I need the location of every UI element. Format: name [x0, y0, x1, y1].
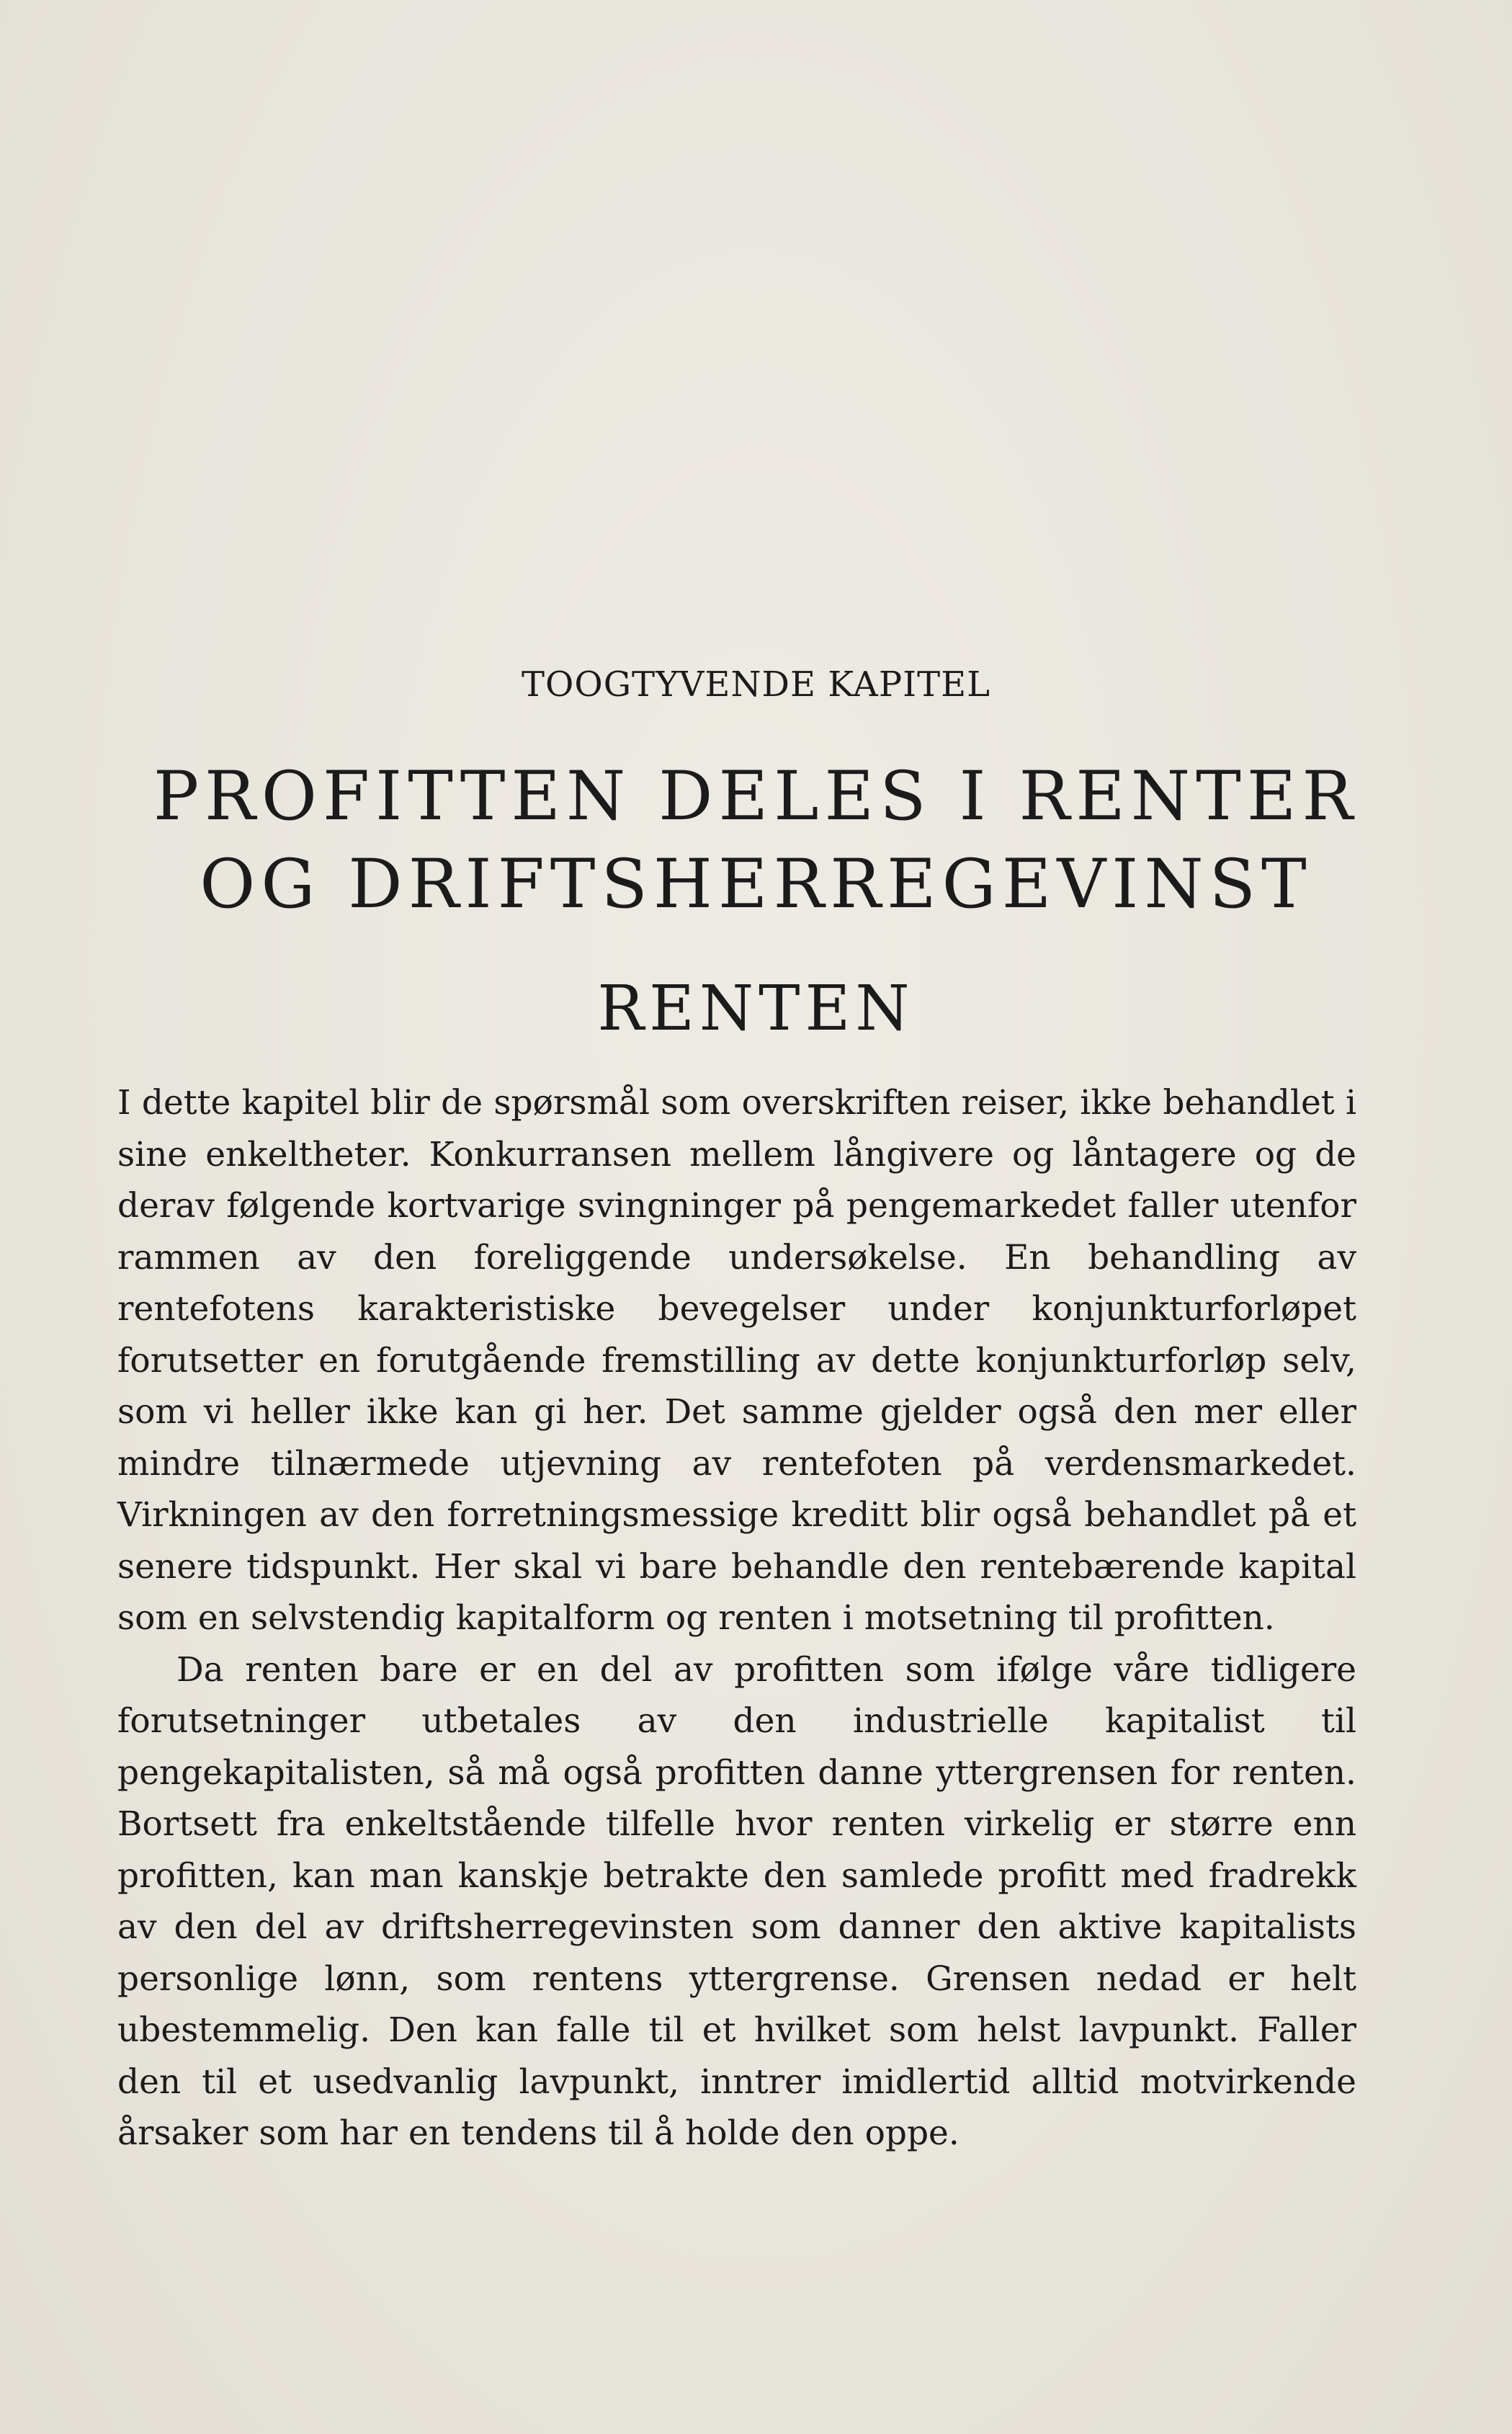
chapter-title: [0, 753, 1512, 929]
paragraph-1: I dette kapitel blir de spørsmål som overskriften reiser, ikke behandlet i sine enkeltheter. Konkurransen mellem långivere og låntagere og de derav følgende kortvarige svingninger på pengemarkedet faller utenfor rammen av den foreliggende undersøkelse. En behandling av rentefotens karakteristiske bevegelser under konjunkturforløpet forutsetter en forutgående fremstilling av dette konjunkturforløp selv, som vi heller ikke kan gi her. Det samme gjelder også den mer eller mindre tilnærmede utjevning av rentefoten på verdensmarkedet. Virkningen av den forretningsmessige kreditt blir også behandlet på et senere tidspunkt. Her skal vi bare behandle den rentebærende kapital som en selvstendig kapitalform og renten i motsetning til profitten.: [117, 1083, 1356, 1638]
chapter-title-line-2: OG DRIFTSHERREGEVINST: [200, 845, 1312, 924]
paragraph-2: Da renten bare er en del av profitten som ifølge våre tidligere forutsetninger utbetales av den industrielle kapitalist til pengekapitalisten, så må også profitten danne yttergrensen for renten. Bortsett fra enkeltstående tilfelle hvor renten virkelig er større enn profitten, kan man kanskje betrakte den samlede profitt med fradrekk av den del av driftsherregevinsten som danner den aktive kapitalists personlige lønn, som rentens yttergrense. Grensen nedad er helt ubestemmelig. Den kan falle til et hvilket som helst lavpunkt. Faller den til et usedvanlig lavpunkt, inntrer imidlertid alltid motvirkende årsaker som har en tendens til å holde den oppe.: [117, 1649, 1356, 2153]
chapter-title-line-1: PROFITTEN DELES I RENTER: [153, 757, 1359, 836]
body-text: [117, 1077, 1356, 2159]
section-title: RENTEN: [597, 973, 915, 1045]
chapter-label: TOOGTYVENDE KAPITEL: [521, 664, 990, 705]
